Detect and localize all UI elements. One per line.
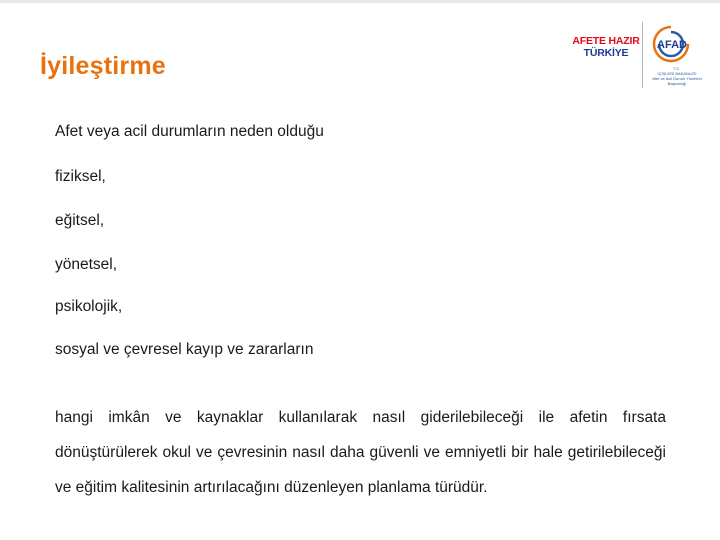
list-item-sosyal: sosyal ve çevresel kayıp ve zararların [55, 341, 314, 358]
intro-text: Afet veya acil durumların neden olduğu [55, 123, 324, 140]
afad-caption [647, 66, 707, 86]
list-item-egitsel: eğitsel, [55, 212, 105, 229]
logo-line-1: AFETE HAZIR [572, 35, 640, 47]
list-item-fiziksel: fiziksel, [55, 168, 106, 185]
list-item-psikolojik: psikolojik, [55, 298, 123, 315]
logo-area [558, 22, 708, 90]
afete-hazir-turkiye-logo [566, 35, 646, 59]
top-rule [0, 0, 720, 3]
afad-caption-mid: İÇİŞLERİ BAKANLIĞI [657, 71, 697, 76]
list-item-yonetsel: yönetsel, [55, 256, 118, 273]
afad-caption-bottom: Afet ve Acil Durum Yönetimi Başkanlığı [652, 76, 702, 86]
afad-emblem-icon [651, 24, 691, 64]
afad-caption-top: T.C. [673, 66, 681, 71]
logo-line-2: TÜRKİYE [583, 47, 629, 59]
logo-divider [642, 22, 643, 88]
page-title: İyileştirme [40, 52, 166, 80]
afad-emblem-text: AFAD [657, 39, 687, 51]
definition-paragraph: hangi imkân ve kaynaklar kullanılarak nasıl giderilebileceği ile afetin fırsata dönüştürülerek okul ve çevresinin nasıl daha güvenli ve emniyetli bir hale getirilebileceği ve eğitim kalitesinin artırılacağını düzenleyen planlama türüdür. [55, 409, 666, 496]
